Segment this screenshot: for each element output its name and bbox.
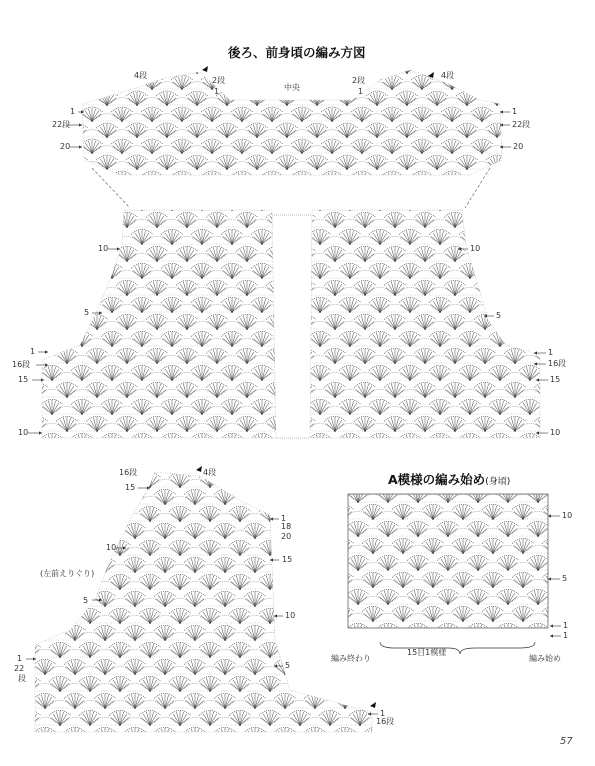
label-front-r-5: 5 <box>285 661 291 670</box>
label-body-right-5: 5 <box>496 311 502 320</box>
label-front-top-16: 16段 <box>119 468 138 477</box>
connector-line <box>92 168 130 208</box>
label-sample-repeat: 15目1模様 <box>407 648 447 657</box>
label-body-right-1: 1 <box>548 348 554 357</box>
page-title: 後ろ、前身頃の編み方図 <box>228 45 366 60</box>
label-body-left-15: 15 <box>18 375 29 384</box>
label-front-l-5: 5 <box>83 596 89 605</box>
label-front-r-10: 10 <box>285 611 296 620</box>
start-marker-icon <box>196 466 202 472</box>
label-sample-end: 編み終わり <box>331 654 371 663</box>
label-front-b-1: 1 <box>380 709 386 718</box>
label-front-r-1: 1 <box>281 514 287 523</box>
label-top-right-row1: 1 <box>512 107 518 116</box>
label-top-left-2dan: 2段 <box>212 76 226 85</box>
label-body-left-16: 16段 <box>12 360 31 369</box>
label-top-right-4dan: 4段 <box>441 71 455 80</box>
label-front-l-dan: 段 <box>18 674 26 683</box>
connector-line <box>465 168 490 208</box>
label-body-right-10b: 10 <box>550 428 561 437</box>
label-front-r-18: 18 <box>281 522 292 531</box>
label-front-l-1: 1 <box>17 654 23 663</box>
label-front-l-10: 10 <box>106 543 117 552</box>
label-body-left-10: 10 <box>98 244 109 253</box>
body-right-pattern <box>279 195 571 449</box>
label-sample-r-1a: 1 <box>563 621 569 630</box>
page-number: 57 <box>560 736 573 747</box>
label-front-top-4: 4段 <box>203 468 217 477</box>
label-front-note: (左前えりぐり) <box>40 569 95 578</box>
label-top-right-row22: 22段 <box>512 120 531 129</box>
label-top-right-row20: 20 <box>513 142 524 151</box>
label-center: 中央 <box>284 83 300 92</box>
label-top-right-1: 1 <box>358 87 364 96</box>
label-body-right-15: 15 <box>550 375 561 384</box>
label-top-left-1: 1 <box>214 87 220 96</box>
sample-swatch-pattern <box>317 470 579 639</box>
label-front-top-15: 15 <box>125 483 136 492</box>
label-sample-r-1b: 1 <box>563 631 569 640</box>
label-sample-r-10: 10 <box>562 511 573 520</box>
label-top-right-2dan: 2段 <box>352 76 366 85</box>
sample-title-paren: (身頃) <box>485 477 511 487</box>
label-top-left-row20: 20 <box>60 142 71 151</box>
body-left-pattern <box>11 195 318 449</box>
label-sample-r-5: 5 <box>562 574 568 583</box>
label-body-left-1: 1 <box>30 347 36 356</box>
sample-title-main: A模様の編み始め <box>388 472 486 487</box>
label-body-right-10: 10 <box>470 244 481 253</box>
label-top-left-row22: 22段 <box>52 120 71 129</box>
start-marker-icon <box>370 702 376 708</box>
label-body-left-10b: 10 <box>18 428 29 437</box>
label-body-left-5: 5 <box>84 308 90 317</box>
label-body-right-16: 16段 <box>548 359 567 368</box>
label-front-r-20: 20 <box>281 532 292 541</box>
label-top-left-4dan: 4段 <box>134 71 148 80</box>
label-front-b-16: 16段 <box>376 717 395 726</box>
label-front-r-15: 15 <box>282 555 293 564</box>
label-top-left-row1: 1 <box>70 107 76 116</box>
label-sample-start: 編み始め <box>529 654 561 663</box>
label-front-l-22: 22 <box>14 664 25 673</box>
front-piece-pattern <box>4 455 416 743</box>
yoke-pattern <box>51 43 538 186</box>
start-marker-icon <box>202 66 208 72</box>
